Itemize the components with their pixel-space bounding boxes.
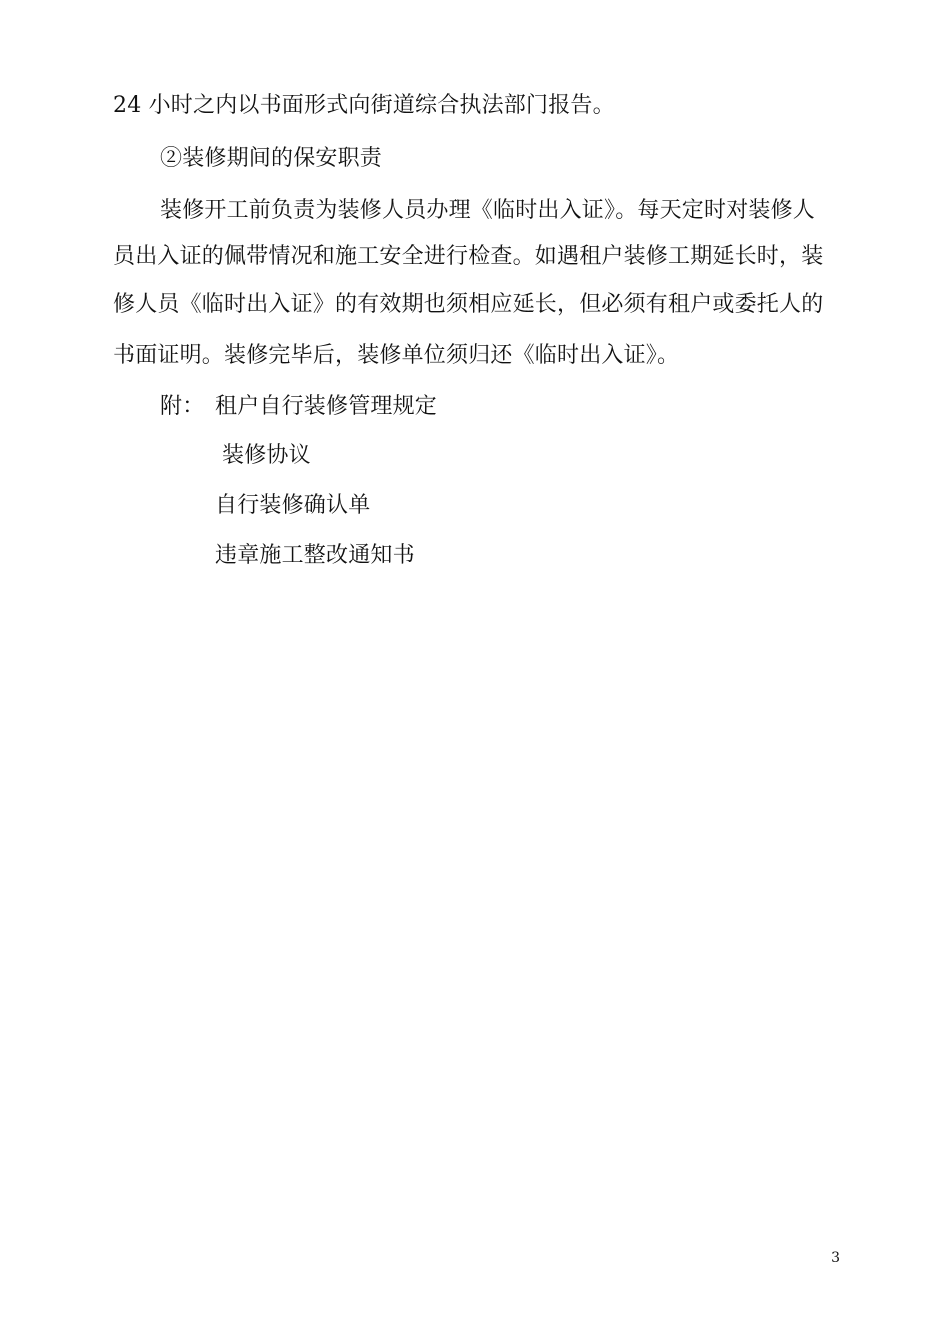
appendix-item: 租户自行装修管理规定 [215,394,438,419]
appendix-item: 自行装修确认单 [215,493,371,518]
appendix-label: 附： [160,394,205,419]
page-number: 3 [831,1250,840,1266]
paragraph-line-4: 修人员《临时出入证》的有效期也须相应延长，但必须有租户或委托人的 [113,292,824,317]
section-heading: ②装修期间的保安职责 [160,146,383,171]
paragraph-line-5: 书面证明。装修完毕后，装修单位须归还《临时出入证》。 [113,343,680,368]
paragraph-line-3: 员出入证的佩带情况和施工安全进行检查。如遇租户装修工期延长时，装 [113,244,824,269]
paragraph-line-1: 24 小时之内以书面形式向街道综合执法部门报告。 [113,93,615,118]
appendix-item: 违章施工整改通知书 [215,543,415,568]
appendix-item: 装修协议 [222,443,311,468]
paragraph-line-2: 装修开工前负责为装修人员办理《临时出入证》。每天定时对装修人 [160,198,816,223]
